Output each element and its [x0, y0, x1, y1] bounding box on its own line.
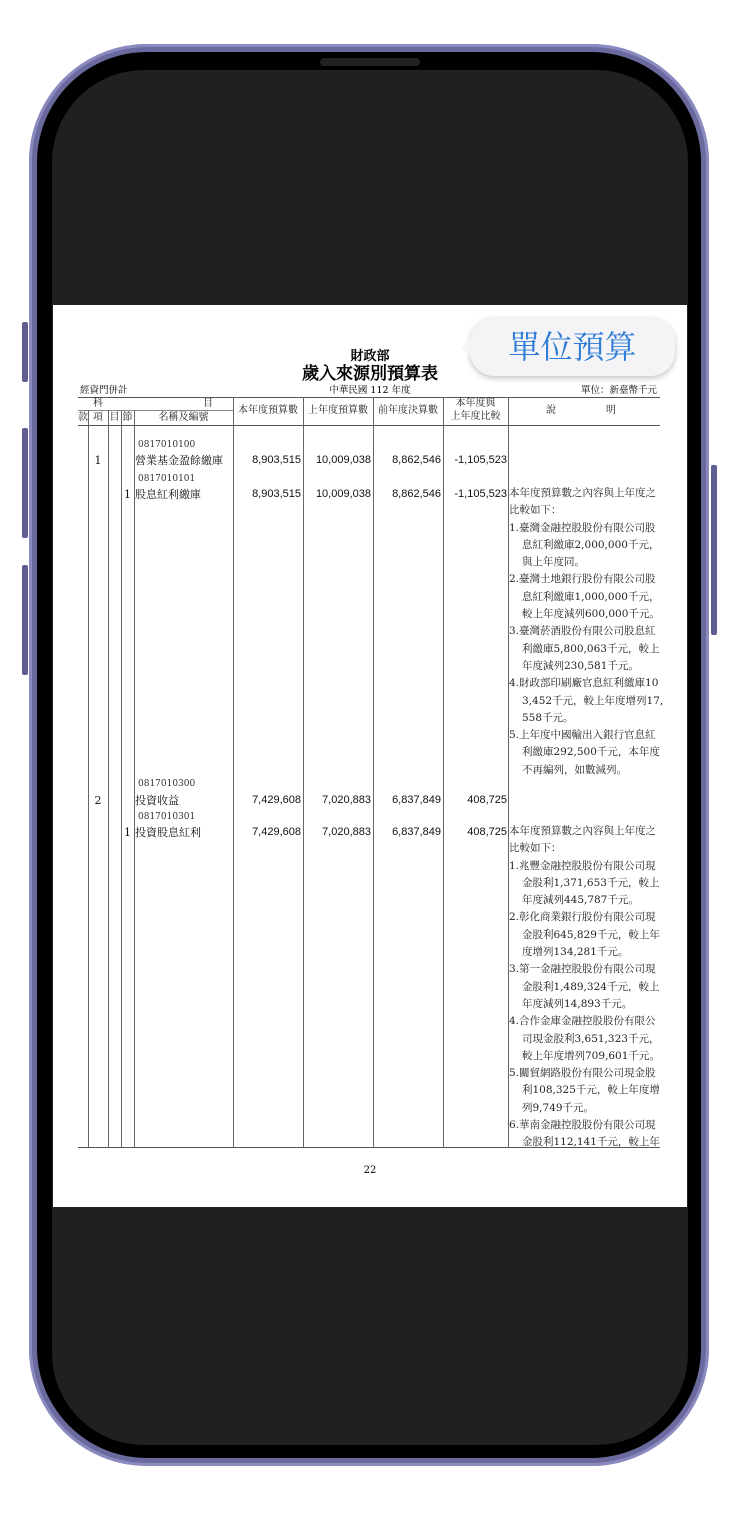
row-compare: -1,105,523 [454, 488, 507, 500]
description-line: 5.上年度中國輸出入銀行官息紅 [509, 729, 656, 742]
description-line: 比較如下： [509, 842, 562, 855]
description-line: 度增列134,281千元。 [522, 946, 629, 959]
header-xiang: 項 [93, 412, 103, 423]
row-code: 0817010300 [138, 779, 196, 789]
description-line: 金股利112,141千元，較上年 [522, 1136, 660, 1149]
row-description [509, 485, 664, 779]
description-line: 1.臺灣金融控股股份有限公司股 [509, 521, 656, 534]
header-mu: 目 [109, 412, 120, 423]
row-compare: -1,105,523 [454, 454, 507, 466]
col-divider [233, 397, 234, 1147]
row-code: 0817010101 [138, 474, 196, 484]
row-final: 6,837,849 [392, 826, 441, 838]
row-previous: 10,009,038 [315, 454, 371, 466]
description-line: 5.關貿網路股份有限公司現金股 [509, 1067, 656, 1080]
header-compare-1: 本年度與 [455, 398, 496, 409]
row-final: 8,862,546 [392, 454, 441, 466]
col-divider [303, 397, 304, 1147]
description-line: 3,452千元，較上年度增列17, [522, 694, 664, 707]
col-divider [373, 397, 374, 1147]
description-line: 不再編列，如數減列。 [522, 763, 627, 776]
row-current: 7,429,608 [252, 794, 301, 806]
row-previous: 7,020,883 [322, 826, 371, 838]
description-line: 6.華南金融控股股份有限公司現 [509, 1119, 656, 1132]
description-line: 年度減列445,787千元。 [522, 894, 639, 907]
description-line: 1.兆豐金融控股股份有限公司現 [509, 859, 656, 872]
scope-label: 經資門併計 [80, 385, 128, 396]
col-divider [134, 410, 135, 1147]
row-name: 營業基金盈餘繳庫 [135, 454, 223, 467]
description-line: 利繳庫5,800,063千元，較上 [522, 642, 660, 655]
description-line: 列9,749千元。 [522, 1101, 595, 1114]
row-current: 8,903,515 [252, 488, 301, 500]
header-mu-top: 目 [203, 398, 213, 409]
row-previous: 7,020,883 [322, 794, 371, 806]
description-line: 利繳庫292,500千元，本年度 [522, 746, 660, 759]
description-line: 利108,325千元，較上年度增 [522, 1084, 660, 1097]
row-xiang: 2 [94, 794, 102, 807]
header-mid-line [78, 410, 233, 411]
header-previous: 上年度預算數 [308, 405, 368, 416]
mute-switch[interactable] [22, 322, 28, 382]
description-line: 與上年度同。 [522, 556, 585, 569]
row-jie: 1 [124, 826, 131, 839]
header-final: 前年度決算數 [378, 405, 438, 416]
header-compare-2: 上年度比較 [450, 411, 501, 422]
header-bottom-line [78, 425, 660, 426]
row-current: 8,903,515 [252, 454, 301, 466]
row-name: 投資收益 [135, 794, 179, 807]
page-number: 22 [363, 1165, 377, 1176]
row-code: 0817010301 [138, 812, 196, 822]
page-title: 歲入來源別預算表 [302, 364, 438, 384]
description-line: 金股利1,489,324千元，較上 [522, 980, 660, 993]
row-jie: 1 [124, 488, 131, 501]
description-line: 司現金股利3,651,323千元， [522, 1032, 660, 1045]
description-line: 金股利645,829千元，較上年 [522, 928, 660, 941]
col-divider [443, 397, 444, 1147]
description-line: 息紅利繳庫1,000,000千元， [522, 590, 660, 603]
description-line: 558千元。 [522, 711, 574, 724]
description-line: 2.臺灣土地銀行股份有限公司股 [509, 573, 656, 586]
header-kuan: 款 [78, 412, 88, 423]
fiscal-year: 中華民國 112 年度 [329, 385, 411, 396]
row-name: 投資股息紅利 [135, 826, 201, 839]
row-code: 0817010100 [138, 440, 196, 450]
description-line: 2.彰化商業銀行股份有限公司現 [509, 911, 656, 924]
header-name: 名稱及編號 [158, 412, 209, 423]
description-line: 3.臺灣菸酒股份有限公司股息紅 [509, 625, 656, 638]
row-compare: 408,725 [467, 794, 507, 806]
row-name: 股息紅利繳庫 [135, 488, 201, 501]
volume-up-button[interactable] [22, 428, 28, 538]
description-line: 金股利1,371,653千元，較上 [522, 876, 660, 889]
unit-budget-bubble[interactable]: 單位預算 [470, 318, 675, 376]
description-line: 本年度預算數之內容與上年度之 [509, 487, 656, 499]
description-line: 4.財政部印刷廠官息紅利繳庫10 [509, 677, 659, 690]
budget-document [53, 305, 687, 1207]
header-jie: 節 [122, 412, 133, 423]
row-compare: 408,725 [467, 826, 507, 838]
col-divider [121, 410, 122, 1147]
header-ke: 科 [93, 398, 103, 409]
power-button[interactable] [711, 465, 717, 635]
description-line: 年度減列14,893千元。 [522, 997, 633, 1010]
row-current: 7,429,608 [252, 826, 301, 838]
header-current: 本年度預算數 [238, 405, 298, 416]
description-line: 比較如下： [509, 504, 562, 517]
row-final: 6,837,849 [392, 794, 441, 806]
description-line: 較上年度減列600,000千元。 [522, 608, 660, 621]
speaker-grille [320, 58, 420, 66]
description-line: 較上年度增列709,601千元。 [522, 1049, 660, 1062]
row-previous: 10,009,038 [315, 488, 371, 500]
description-line: 本年度預算數之內容與上年度之 [509, 825, 656, 837]
agency-name: 財政部 [350, 349, 390, 364]
row-description [509, 823, 661, 1152]
description-line: 息紅利繳庫2,000,000千元， [522, 538, 660, 551]
row-xiang: 1 [94, 454, 102, 467]
description-line: 4.合作金庫金融控股股份有限公 [509, 1015, 656, 1028]
volume-down-button[interactable] [22, 565, 28, 675]
description-line: 年度減列230,581千元。 [522, 659, 639, 672]
description-line: 3.第一金融控股股份有限公司現 [509, 963, 656, 976]
unit-label: 單位：新臺幣千元 [580, 385, 657, 396]
row-final: 8,862,546 [392, 488, 441, 500]
col-divider [108, 410, 109, 1147]
header-desc-1: 說 [546, 405, 556, 416]
table-top-line [78, 397, 660, 398]
col-divider [88, 410, 89, 1147]
header-desc-2: 明 [606, 405, 616, 416]
